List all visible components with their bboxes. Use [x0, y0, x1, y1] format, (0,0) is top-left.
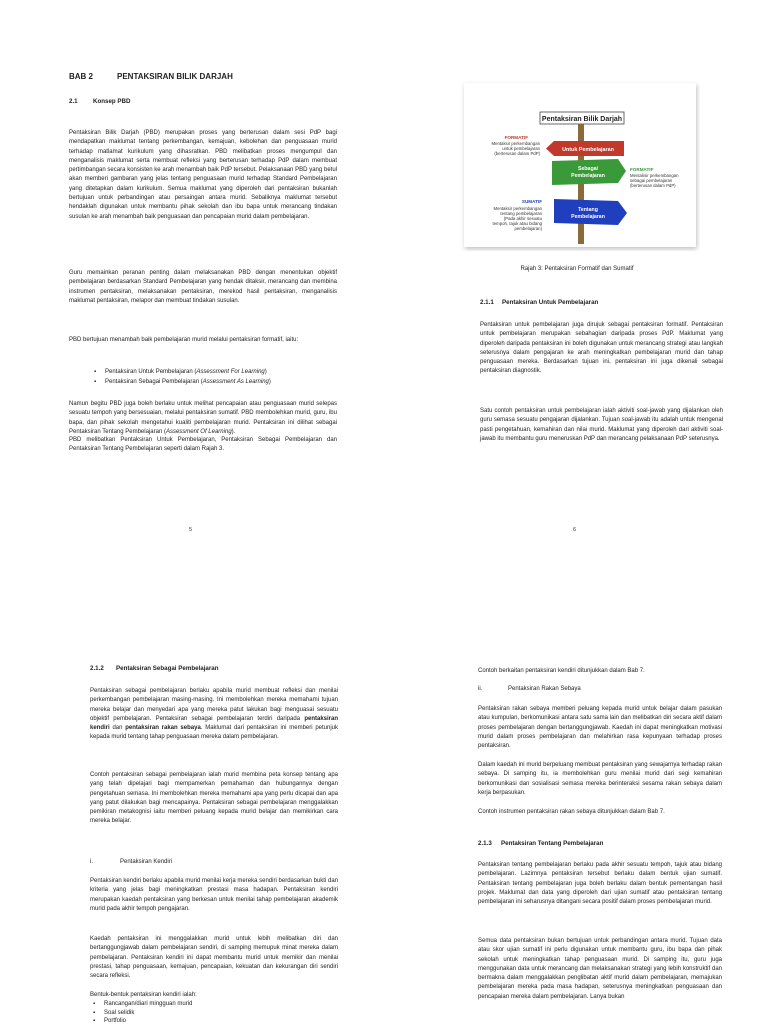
- page-7: [90, 655, 340, 1024]
- svg-text:Pembelajaran: Pembelajaran: [571, 173, 605, 179]
- sign-sebagai-pembelajaran: [552, 159, 626, 185]
- bullet-list: [91, 367, 271, 387]
- section-title: Pentaksiran Untuk Pembelajaran: [502, 299, 599, 306]
- section-heading-2-1: [69, 98, 130, 105]
- paragraph: Bentuk-bentuk pentaksiran kendiri ialah:: [90, 992, 197, 998]
- list-item: ▪ Pentaksiran Sebagai Pembelajaran (Assessment As Learning): [91, 377, 271, 387]
- paragraph: Dalam kaedah ini murid berpeluang membuat pentaksiran yang sewajarnya terhadap rakan sebaya. Di samping itu, ia membolehkan guru menilai murid dari segi kemahiran berkomunikasi dan sosialisasi semasa mereka berinteraksi sesama rakan sebaya dalam kerja berpasukan.: [478, 762, 722, 796]
- paragraph: Pentaksiran sebagai pembelajaran berlaku apabila murid membuat refleksi dan menilai perkembangan pembelajaran masing-masing. Ini membolehkan mereka memahami tujuan mereka belajar dan menyedari apa yang mereka patut lakukan bagi menguasai sesuatu objektif pembelajaran. Pentaksiran sebagai pembelajaran terdiri daripada pentaksiran kendiri dan pentaksiran rakan sebaya. Maklumat dari pentaksiran ini memberi petunjuk kepada murid tentang tahap penguasaan mereka dalam pembelajaran.: [90, 688, 339, 741]
- svg-text:Mentaksir perkembangan: Mentaksir perkembangan: [630, 173, 679, 178]
- page-number: 6: [573, 527, 577, 533]
- paragraph: Satu contoh pentaksiran untuk pembelajaran ialah aktiviti soal-jawab yang dijalankan oleh guru semasa sesuatu pengajaran dijalankan. Tujuan soal-jawab itu adalah untuk mengenal pasti pengetahuan, kemahiran dan nilai murid. Maklumat yang diperoleh dari aktiviti soal-jawab itu membantu guru meneruskan PdP dan merancang pelaksanaan PdP seterusnya.: [480, 408, 723, 442]
- sign-label: Untuk Pembelajaran: [562, 147, 614, 153]
- section-title: Pentaksiran Sebagai Pembelajaran: [116, 665, 219, 672]
- svg-text:pembelajaran): pembelajaran): [514, 226, 542, 231]
- page-8: [474, 655, 724, 1024]
- paragraph: Pentaksiran tentang pembelajaran berlaku pada akhir sesuatu tempoh, tajuk atau bidang pembelajaran. Lazimnya pentaksiran tersebut berlaku dalam bentuk ujian sumatif. Pentaksiran tentang pembelajaran juga boleh berlaku dalam bentuk pementangan hasil projek. Maklumat dan data yang diperoleh dari ujian sumatif atau pentaksiran tentang pembelajaran ini seharusnya ditangani secara positif dalam proses pembelajaran murid.: [478, 862, 722, 906]
- list-item: ▪ Soal selidik: [90, 1009, 192, 1018]
- chapter-number: BAB 2: [69, 72, 94, 81]
- subheading-pentaksiran-rakan-sebaya: ii. Pentaksiran Rakan Sebaya: [478, 686, 581, 692]
- page-6: [460, 64, 724, 544]
- paragraph: PBD bertujuan menambah baik pembelajaran murid melalui pentaksiran formatif, iaitu:: [69, 337, 299, 343]
- section-number: 2.1: [69, 98, 78, 105]
- paragraph: Semua data pentaksiran bukan bertujuan untuk perbandingan antara murid. Tujuan data atau skor ujian sumatif ini perlu digunakan untuk membantu guru, ibu bapa dan pihak sekolah untuk meningkatkan tahap penguasaan murid. Di samping itu, guru juga menggunakan data untuk merancang dan melaksanakan strategi yang lebih konstruktif dan bermakna dalam menggalakkan penglibatan aktif murid dalam pembelajaran, memajukan pembelajaran mereka pada masa hadapan, seterusnya meningkatkan penguasaan dan pencapaian mereka dalam pembelajaran. Lanya bukan: [478, 938, 722, 1000]
- svg-text:Pembelajaran: Pembelajaran: [571, 214, 605, 220]
- section-title: Konsep PBD: [93, 98, 131, 105]
- bullet-list: [90, 1000, 192, 1024]
- section-title: Pentaksiran Tentang Pembelajaran: [501, 840, 604, 847]
- section-heading-2-1-2: [90, 665, 219, 672]
- list-item: ▪ Rancangan/diari mingguan murid: [90, 1000, 192, 1009]
- paragraph: Pentaksiran rakan sebaya memberi peluang kepada murid untuk belajar dalam pasukan atau kumpulan, berkomunikasi antara satu sama lain dan melibatkan diri secara aktif dalam proses pembelajaran dengan bertanggungjawab. Kaedah ini dapat meningkatkan motivasi murid dalam proses pembelajaran dan melahirkan rasa kepunyaan terhadap proses pentaksiran.: [478, 706, 722, 750]
- subheading-pentaksiran-kendiri: i. Pentaksiran Kendiri: [90, 859, 173, 865]
- chapter-heading: [69, 72, 233, 81]
- paragraph: Contoh pentaksiran sebagai pembelajaran ialah murid membina peta konsep tentang apa yang telah dipelajari bagi mempamerkan pemahaman dan hubungannya dengan pengetahuan semasa. Ini membolehkan mereka memahami apa yang perlu dicapai dan apa yang patut dilakukan bagi mencapainya. Pentaksiran sebagai pembelajaran menggalakkan pemikiran metakognisi iaitu memberi peluang kepada murid belajar dan memikirkan cara mereka belajar.: [90, 772, 338, 825]
- page-number: 5: [189, 527, 193, 533]
- section-number: 2.1.3: [478, 840, 492, 847]
- section-heading-2-1-3: [478, 840, 603, 847]
- figure-caption: Rajah 3: Pentaksiran Formatif dan Sumatif: [520, 266, 634, 272]
- svg-text:(berterusan dalam PdP): (berterusan dalam PdP): [630, 183, 676, 188]
- svg-text:Mentaksir perkembangan: Mentaksir perkembangan: [491, 141, 540, 146]
- paragraph: Kaedah pentaksiran ini menggalakkan murid untuk lebih melibatkan diri dan bertanggungjawab dalam pembelajaran sendiri, di samping memupuk minat mereka dalam pembelajaran. Pentaksiran kendiri ini dapat membantu murid untuk memikir dan menilai prestasi, tahap penguasaan, kemajuan, pencapaian, kekuatan dan kekurangan diri sendiri secara refleksi.: [90, 936, 338, 980]
- list-item: ▪ Pentaksiran Untuk Pembelajaran (Assessment For Learning): [91, 367, 271, 377]
- paragraph: Guru memainkan peranan penting dalam melaksanakan PBD dengan menentukan objektif pembelajaran berdasarkan Standard Pembelajaran yang hendak ditaksir, merancang dan membina instrumen pentaksiran, melaksanakan pentaksiran, merekod hasil pentaksiran, menganalisis maklumat pentaksiran, melapor dan membuat tindakan susulan.: [69, 270, 337, 304]
- svg-text:sebagai pembelajaran: sebagai pembelajaran: [630, 178, 673, 183]
- formatif-label-left: FORMATIF: [504, 135, 528, 140]
- paragraph: Pentaksiran untuk pembelajaran juga dirujuk sebagai pentaksiran formatif. Pentaksiran untuk pembelajaran merupakan sebahagian daripada proses PdP. Maklumat yang diperoleh daripada pentaksiran ini boleh digunakan untuk merancang strategi atau langkah seterusnya dalam pengajaran ke arah meningkatkan pembelajaran murid dan tahap penguasaan mereka. Berdasarkan tujuan ini, pentaksiran ini juga dikenali sebagai pentaksiran diagnostik.: [480, 322, 723, 375]
- svg-text:(berterusan dalam PdP): (berterusan dalam PdP): [494, 151, 540, 156]
- sumatif-label: SUMATIF: [521, 199, 542, 204]
- paragraph: PBD melibatkan Pentaksiran Untuk Pembelajaran, Pentaksiran Sebagai Pembelajaran dan Pentaksiran Tentang Pembelajaran seperti dalam Rajah 3.: [69, 437, 337, 453]
- rajah-3-figure: [460, 79, 700, 251]
- figure-title: Pentaksiran Bilik Darjah: [541, 116, 623, 123]
- svg-text:Sebagai: Sebagai: [578, 166, 598, 172]
- page-5: [60, 64, 340, 544]
- paragraph: Contoh berkaitan pentaksiran kendiri ditunjukkan dalam Bab 7.: [478, 668, 645, 674]
- svg-text:Mentaksir perkembangan: Mentaksir perkembangan: [493, 206, 542, 211]
- svg-text:Tentang: Tentang: [578, 207, 598, 213]
- section-heading-2-1-1: [480, 299, 598, 306]
- formatif-desc-right: [630, 173, 679, 188]
- svg-text:untuk pembelajaran: untuk pembelajaran: [502, 146, 540, 151]
- paragraph: Pentaksiran Bilik Darjah (PBD) merupakan proses yang berterusan dalam sesi PdP bagi mendapatkan maklumat tentang perkembangan, kemajuan, kebolehan dan penguasaan murid terhadap matlamat kurikulum yang dihasratkan. PBD melibatkan proses mengumpul dan menganalisis maklumat serta membuat refleksi yang berterusan terhadap PdP dalam membuat pertimbangan secara konsisten ke arah menambah baik PdP tersebut. Pelaksanaan PBD yang betul akan memberi gambaran yang jelas tentang penguasaan murid terhadap Standard Pembelajaran yang ditetapkan dalam kurikulum. Semua maklumat yang diperoleh dari pentaksiran bukanlah bertujuan untuk perbandingan atau persaingan antara murid. Sebaliknya maklumat tersebut hendaklah digunakan untuk membantu pihak sekolah dan ibu bapa untuk merancang tindakan susulan ke arah menambah baik penguasaan dan pencapaian murid dalam pembelajaran.: [69, 130, 337, 220]
- svg-text:(Pada akhir sesuatu: (Pada akhir sesuatu: [503, 216, 542, 221]
- section-number: 2.1.1: [480, 299, 494, 306]
- chapter-title: PENTAKSIRAN BILIK DARJAH: [117, 72, 233, 81]
- paragraph: Namun begitu PBD juga boleh berlaku untuk melihat pencapaian atau penguasaan murid selepas sesuatu tempoh yang bersesuaian, melalui pentaksiran sumatif. PBD membolehkan murid, guru, ibu bapa, dan pihak sekolah mengetahui kualiti pembelajaran murid. Pentaksiran ini dilihat sebagai Pentaksiran Tentang Pembelajaran (Assessment Of Learning).: [69, 401, 337, 435]
- section-number: 2.1.2: [90, 665, 104, 672]
- paragraph: Pentaksiran kendiri berlaku apabila murid menilai kerja mereka sendiri berdasarkan bukti dan kriteria yang jelas bagi meningkatkan prestasi masa hadapan. Pentaksiran kendiri merupakan kaedah pentaksiran yang berkesan untuk menilai tahap pembelajaran akademik murid pada akhir tempoh pengajaran.: [90, 878, 338, 912]
- paragraph: Contoh instrumen pentaksiran rakan sebaya ditunjukkan dalam Bab 7.: [478, 809, 665, 815]
- svg-text:tempoh, tajuk atau bidang: tempoh, tajuk atau bidang: [492, 221, 542, 226]
- formatif-label-right: FORMATIF: [630, 167, 654, 172]
- list-item: ▪ Portfolio: [90, 1017, 192, 1024]
- svg-text:tentang pembelajaran: tentang pembelajaran: [500, 211, 542, 216]
